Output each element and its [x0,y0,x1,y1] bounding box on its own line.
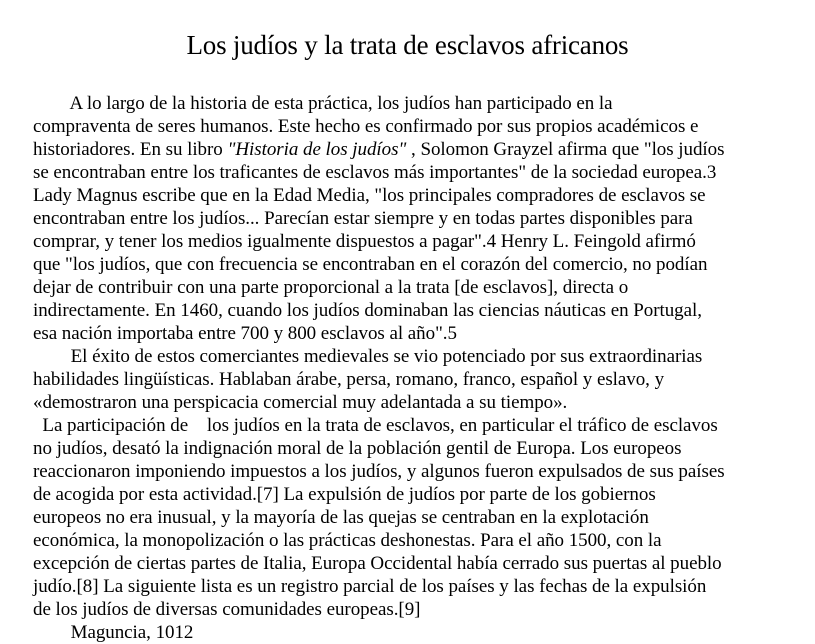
text-line: económica, la monopolización o las prácticas deshonestas. Para el año 1500, con la [33,530,662,551]
text-line: que "los judíos, que con frecuencia se encontraban en el corazón del comercio, no podían [33,254,708,275]
text-line: compraventa de seres humanos. Este hecho es confirmado por sus propios académicos e [33,116,699,137]
text-line: Maguncia, 1012 [33,622,194,643]
text-line: de acogida por esta actividad.[7] La expulsión de judíos por parte de los gobiernos [33,484,656,505]
text-line: reaccionaron imponiendo impuestos a los judíos, y algunos fueron expulsados de sus países [33,461,725,482]
page-title: Los judíos y la trata de esclavos africanos [186,30,629,60]
text-line: esa nación importaba entre 700 y 800 esclavos al año".5 [33,323,457,344]
text-line: Lady Magnus escribe que en la Edad Media, "los principales compradores de esclavos se [33,185,706,206]
text-line: europeos no era inusual, y la mayoría de las quejas se centraban en la explotación [33,507,649,528]
text-line: A lo largo de la historia de esta práctica, los judíos han participado en la [33,93,613,114]
text-line: indirectamente. En 1460, cuando los judíos dominaban las ciencias náuticas en Portugal, [33,300,702,321]
text-segment: , Solomon Grayzel afirma que "los judíos [406,139,725,160]
text-line: «demostraron una perspicacia comercial muy adelantada a su tiempo». [33,392,568,413]
book-title: "Historia de los judíos" [227,139,407,160]
text-line: comprar, y tener los medios igualmente dispuestos a pagar".4 Henry L. Feingold afirmó [33,231,696,252]
text-line: excepción de ciertas partes de Italia, Europa Occidental había cerrado sus puertas al pueblo [33,553,722,574]
text-line: no judíos, desató la indignación moral de la población gentil de Europa. Los europeos [33,438,682,459]
text-line: se encontraban entre los traficantes de esclavos más importantes" de la sociedad europea.3 [33,162,717,183]
text-line: judío.[8] La siguiente lista es un registro parcial de los países y las fechas de la expulsión [33,576,707,597]
text-segment: historiadores. En su libro [33,139,228,160]
text-line [33,138,724,161]
text-line: habilidades lingüísticas. Hablaban árabe, persa, romano, franco, español y eslavo, y [33,369,665,390]
text-line: encontraban entre los judíos... Parecían estar siempre y en todas partes disponibles para [33,208,693,229]
text-line: de los judíos de diversas comunidades europeas.[9] [33,599,421,620]
text-line: dejar de contribuir con una parte proporcional a la trata [de esclavos], directa o [33,277,629,298]
text-line: La participación de los judíos en la trata de esclavos, en particular el tráfico de esclavos [33,415,718,436]
text-line: El éxito de estos comerciantes medievales se vio potenciado por sus extraordinarias [33,346,703,367]
